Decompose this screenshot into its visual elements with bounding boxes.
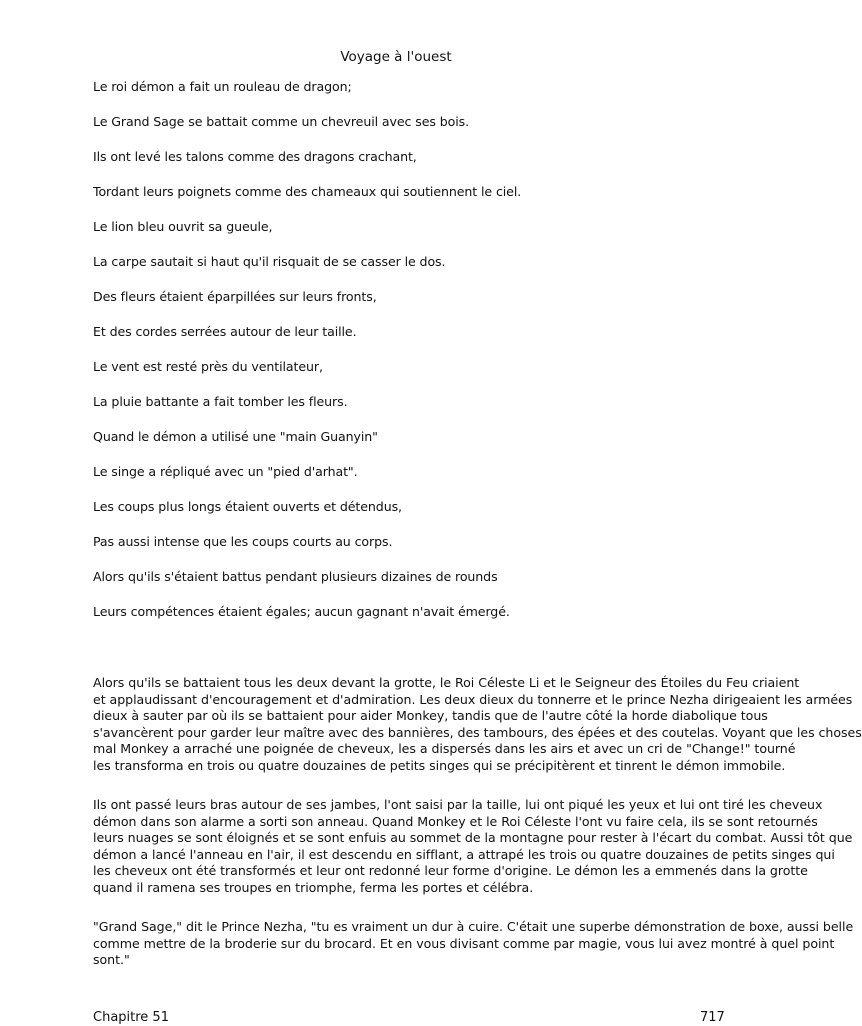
body-paragraph [93, 675, 862, 774]
body-paragraph [93, 797, 853, 896]
paragraph-line: les transforma en trois ou quatre douzaines de petits singes qui se précipitèrent et tinrent le démon immobile. [93, 757, 786, 773]
paragraph-line: Alors qu'ils se battaient tous les deux devant la grotte, le Roi Céleste Li et le Seigneur des Étoiles du Feu criaient [93, 675, 800, 690]
paragraph-line: mal Monkey a arraché une poignée de cheveux, les a dispersés dans les airs et avec un cri de "Change!" tourné [93, 741, 796, 756]
poem-line: Et des cordes serrées autour de leur taille. [93, 324, 357, 339]
paragraph-line: dieux à sauter par où ils se battaient pour aider Monkey, tandis que de l'autre côté la horde diabolique tous [93, 708, 768, 723]
body-paragraph [93, 919, 854, 969]
poem-line: Quand le démon a utilisé une "main Guanyin" [93, 429, 378, 444]
poem-line: Le Grand Sage se battait comme un chevreuil avec ses bois. [93, 114, 469, 129]
poem-line: Les coups plus longs étaient ouverts et détendus, [93, 499, 402, 514]
poem-line: La pluie battante a fait tomber les fleurs. [93, 394, 348, 409]
paragraph-line: démon a lancé l'anneau en l'air, il est descendu en sifflant, a attrapé les trois ou quatre douzaines de petits singes qui [93, 846, 835, 862]
paragraph-line: comme mettre de la broderie sur du brocard. Et en vous divisant comme par magie, vous lui avez montré à quel point [93, 935, 835, 951]
paragraph-line: "Grand Sage," dit le Prince Nezha, "tu es vraiment un dur à cuire. C'était une superbe démonstration de boxe, aussi belle [93, 919, 854, 934]
paragraph-line: sont." [93, 952, 130, 967]
paragraph-line: leurs nuages se sont éloignés et se sont enfuis au sommet de la montagne pour rester à l'écart du combat. Aussi tôt que [93, 830, 853, 845]
poem-line: Ils ont levé les talons comme des dragons crachant, [93, 149, 417, 164]
poem-line: Le roi démon a fait un rouleau de dragon; [93, 79, 352, 94]
poem-line: Leurs compétences étaient égales; aucun gagnant n'avait émergé. [93, 604, 510, 619]
paragraph-line: Ils ont passé leurs bras autour de ses jambes, l'ont saisi par la taille, lui ont piqué les yeux et lui ont tiré les cheveux [93, 797, 823, 812]
paragraph-line: démon dans son alarme a sorti son anneau. Quand Monkey et le Roi Céleste l'ont vu faire cela, ils se sont retournés [93, 813, 818, 829]
poem-line: Le vent est resté près du ventilateur, [93, 359, 323, 374]
poem-line: Tordant leurs poignets comme des chameaux qui soutiennent le ciel. [93, 184, 522, 199]
poem-line: Le lion bleu ouvrit sa gueule, [93, 219, 273, 234]
poem-line: La carpe sautait si haut qu'il risquait de se casser le dos. [93, 254, 446, 269]
poem-stanza [93, 79, 521, 639]
paragraph-line: quand il ramena ses troupes en triomphe, ferma les portes et célébra. [93, 879, 534, 895]
footer-page-number: 717 [700, 1010, 725, 1025]
paragraph-line: s'avancèrent pour garder leur maître avec des bannières, des tambours, des épées et des coutelas. Voyant que les choses [93, 724, 862, 740]
paragraph-line: et applaudissant d'encouragement et d'admiration. Les deux dieux du tonnerre et le prince Nezha dirigeaient les armées [93, 691, 853, 707]
paragraph-line: les cheveux ont été transformés et leur ont redonné leur forme d'origine. Le démon les a emmenés dans la grotte [93, 863, 808, 878]
poem-line: Des fleurs étaient éparpillées sur leurs fronts, [93, 289, 377, 304]
poem-line: Alors qu'ils s'étaient battus pendant plusieurs dizaines de rounds [93, 569, 498, 584]
page-title: Voyage à l'ouest [340, 49, 452, 65]
poem-line: Le singe a répliqué avec un "pied d'arhat". [93, 464, 358, 479]
footer-chapter: Chapitre 51 [93, 1010, 169, 1025]
poem-line: Pas aussi intense que les coups courts au corps. [93, 534, 393, 549]
